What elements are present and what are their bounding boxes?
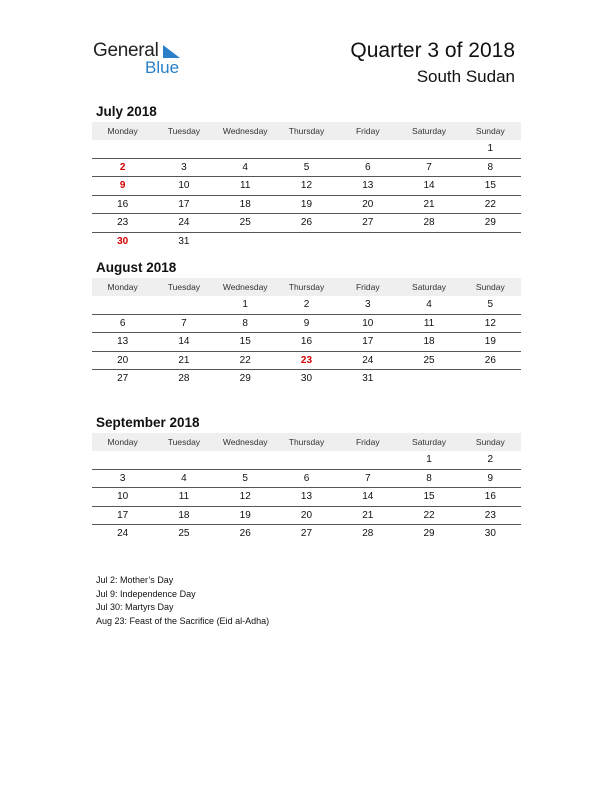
day-cell: 7 (364, 472, 371, 484)
day-cell: 31 (362, 373, 374, 385)
day-cell: 20 (117, 354, 129, 366)
weekday-header (92, 433, 521, 451)
day-cell: 11 (423, 317, 435, 329)
day-cell: 4 (181, 472, 187, 484)
day-cell: 1 (242, 299, 248, 311)
week-row (92, 470, 521, 489)
weekday-header (92, 278, 521, 296)
day-cell: 14 (178, 336, 190, 348)
day-cell: 25 (178, 528, 190, 540)
logo-text-blue: Blue (145, 58, 180, 77)
day-cell: 8 (487, 161, 494, 173)
weekday-label: Tuesday (167, 126, 201, 136)
day-cell: 16 (300, 336, 313, 348)
day-cell: 3 (364, 299, 371, 311)
weekday-label: Thursday (288, 282, 325, 292)
weekday-label: Monday (107, 437, 138, 447)
day-cell: 15 (484, 180, 496, 192)
day-cell: 13 (117, 336, 129, 348)
month-august (92, 258, 521, 388)
day-cell: 8 (242, 317, 248, 329)
weekday-label: Saturday (412, 126, 447, 136)
week-row (92, 488, 521, 507)
day-cell: 16 (484, 491, 496, 503)
weekday-label: Saturday (412, 282, 447, 292)
day-cell: 5 (487, 299, 494, 311)
country-name: South Sudan (416, 67, 515, 86)
day-cell: 24 (117, 528, 129, 540)
day-cell: 7 (181, 317, 187, 329)
day-cell: 14 (362, 491, 374, 503)
weekday-label: Sunday (475, 282, 505, 292)
day-cell: 11 (178, 491, 190, 503)
day-cell: 18 (423, 336, 435, 348)
day-cell: 27 (117, 373, 129, 385)
day-cell: 2 (119, 161, 126, 173)
day-cell: 12 (484, 317, 496, 329)
day-cell: 23 (300, 354, 313, 366)
weekday-label: Friday (355, 437, 380, 447)
day-cell: 13 (300, 491, 313, 503)
day-cell: 17 (117, 509, 129, 521)
weekday-label: Tuesday (167, 282, 201, 292)
day-cell: 18 (178, 509, 190, 521)
weekday-header (92, 122, 521, 140)
day-cell: 12 (239, 491, 251, 503)
day-cell: 21 (178, 354, 190, 366)
weekday-label: Sunday (475, 437, 505, 447)
weekday-label: Wednesday (222, 126, 268, 136)
day-cell: 17 (178, 198, 190, 210)
day-cell: 5 (242, 472, 248, 484)
day-cell: 11 (240, 180, 251, 192)
weekday-label: Monday (107, 282, 138, 292)
day-cell: 23 (484, 509, 496, 521)
day-cell: 2 (487, 454, 494, 466)
weekday-label: Monday (107, 126, 138, 136)
week-row (92, 214, 521, 233)
day-cell: 15 (423, 491, 435, 503)
day-cell: 30 (300, 373, 313, 385)
day-cell: 27 (300, 528, 313, 540)
day-cell: 27 (362, 217, 374, 229)
week-row (92, 177, 521, 196)
day-cell: 29 (423, 528, 435, 540)
day-cell: 16 (117, 198, 129, 210)
week-row (92, 140, 521, 159)
page-title: Quarter 3 of 2018 (350, 39, 515, 62)
day-cell: 12 (300, 180, 313, 192)
day-cell: 5 (303, 161, 310, 173)
day-cell: 4 (242, 161, 248, 173)
holiday-notes (96, 574, 269, 628)
week-row (92, 233, 521, 251)
weekday-label: Friday (355, 126, 380, 136)
day-cell: 10 (117, 491, 129, 503)
day-cell: 26 (239, 528, 251, 540)
day-cell: 9 (119, 180, 126, 192)
day-cell: 26 (484, 354, 496, 366)
holiday-note: Jul 9: Independence Day (96, 588, 196, 599)
logo-text-general: General (93, 40, 159, 61)
day-cell: 31 (178, 235, 190, 247)
day-cell: 3 (119, 472, 126, 484)
week-row (92, 159, 521, 178)
day-cell: 22 (239, 354, 251, 366)
day-cell: 6 (303, 472, 310, 484)
day-cell: 28 (362, 528, 374, 540)
week-row (92, 507, 521, 526)
week-row (92, 296, 521, 315)
day-cell: 7 (426, 161, 432, 173)
day-cell: 14 (423, 180, 435, 192)
day-cell: 22 (484, 198, 496, 210)
day-cell: 3 (181, 161, 187, 173)
week-row (92, 352, 521, 371)
day-cell: 2 (303, 299, 310, 311)
day-cell: 28 (178, 373, 190, 385)
day-cell: 9 (303, 317, 310, 329)
holiday-note: Jul 2: Mother’s Day (96, 575, 174, 585)
day-cell: 1 (426, 454, 432, 466)
day-cell: 19 (300, 198, 313, 210)
day-cell: 18 (239, 198, 251, 210)
holiday-note: Jul 30: Martyrs Day (96, 602, 174, 612)
weekday-label: Thursday (288, 437, 325, 447)
day-cell: 30 (117, 235, 129, 247)
day-cell: 6 (364, 161, 371, 173)
brand-logo (93, 40, 193, 80)
day-cell: 8 (426, 472, 432, 484)
week-row (92, 333, 521, 352)
day-cell: 10 (362, 317, 374, 329)
week-row (92, 451, 521, 470)
day-cell: 22 (423, 509, 435, 521)
day-cell: 24 (362, 354, 374, 366)
weekday-label: Saturday (412, 437, 447, 447)
week-row (92, 370, 521, 388)
day-cell: 23 (117, 217, 129, 229)
day-cell: 30 (484, 528, 496, 540)
day-cell: 1 (487, 143, 494, 155)
day-cell: 13 (362, 180, 374, 192)
month-title: July 2018 (96, 104, 157, 119)
day-cell: 24 (178, 217, 190, 229)
day-cell: 6 (119, 317, 126, 329)
month-september (92, 413, 521, 543)
day-cell: 9 (487, 472, 494, 484)
weekday-label: Thursday (288, 126, 325, 136)
day-cell: 19 (484, 336, 496, 348)
day-cell: 17 (362, 336, 374, 348)
day-cell: 20 (300, 509, 313, 521)
weekday-label: Sunday (475, 126, 505, 136)
day-cell: 26 (300, 217, 313, 229)
day-cell: 15 (239, 336, 251, 348)
month-title: August 2018 (96, 260, 177, 275)
month-title: September 2018 (96, 415, 200, 430)
holiday-note: Aug 23: Feast of the Sacrifice (Eid al-Adha) (96, 615, 270, 626)
day-cell: 20 (362, 198, 374, 210)
month-july (92, 102, 521, 250)
day-cell: 29 (484, 217, 496, 229)
weekday-label: Wednesday (222, 282, 268, 292)
day-cell: 19 (239, 509, 251, 521)
week-row (92, 315, 521, 334)
week-row (92, 525, 521, 543)
day-cell: 29 (239, 373, 251, 385)
day-cell: 21 (423, 198, 435, 210)
day-cell: 25 (239, 217, 251, 229)
weekday-label: Wednesday (222, 437, 268, 447)
day-cell: 21 (362, 509, 374, 521)
day-cell: 4 (426, 299, 432, 311)
week-row (92, 196, 521, 215)
day-cell: 25 (423, 354, 435, 366)
weekday-label: Friday (355, 282, 380, 292)
day-cell: 10 (178, 180, 190, 192)
weekday-label: Tuesday (167, 437, 201, 447)
day-cell: 28 (423, 217, 435, 229)
